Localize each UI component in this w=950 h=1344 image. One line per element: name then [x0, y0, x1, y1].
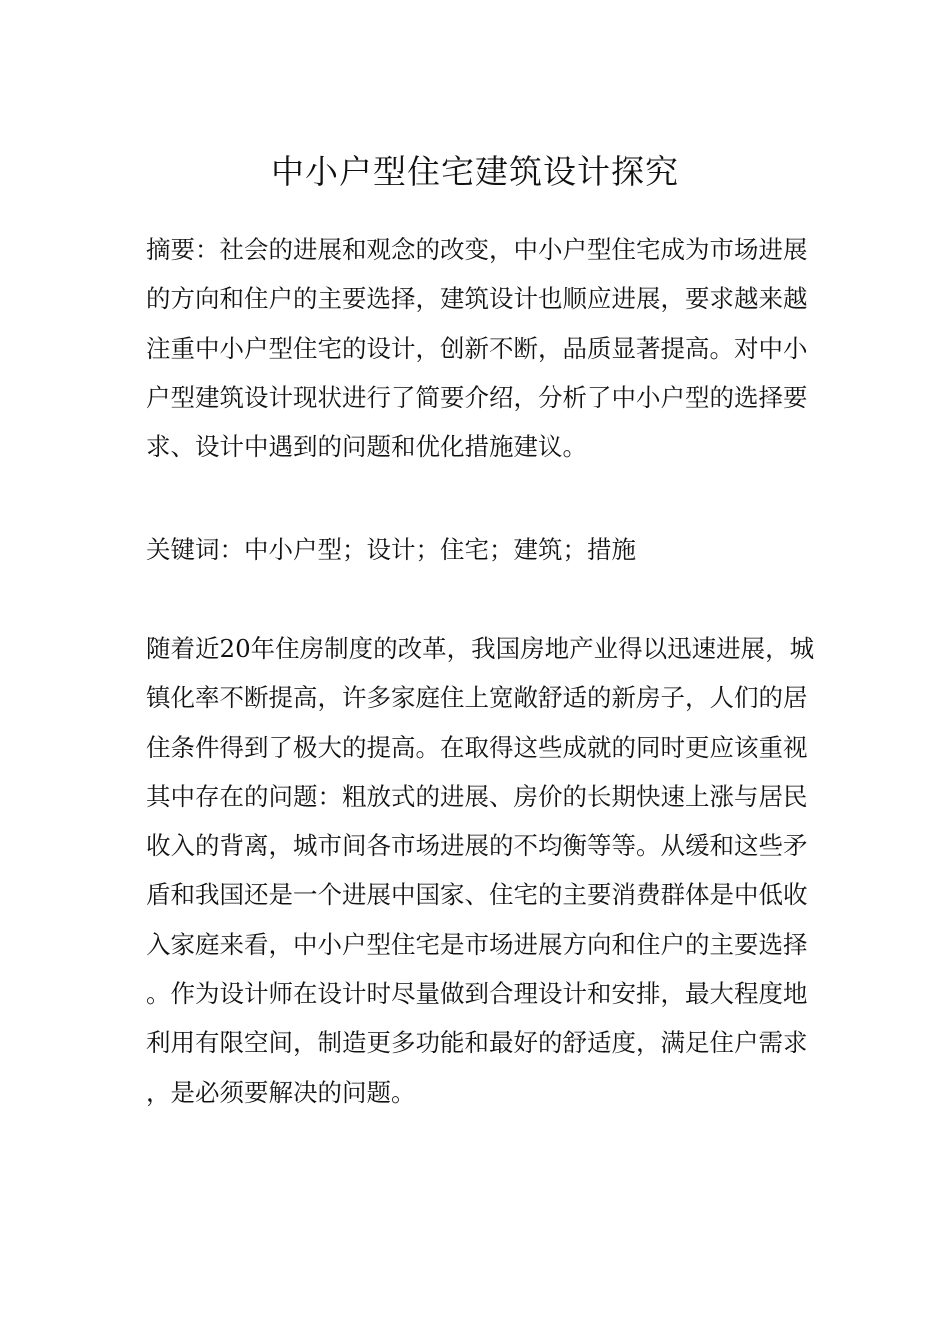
document-title: 中小户型住宅建筑设计探究 — [271, 152, 679, 192]
keywords-paragraph: 关键词：中小户型；设计；住宅；建筑；措施 — [146, 535, 636, 564]
abstract-paragraph: 摘要：社会的进展和观念的改变，中小户型住宅成为市场进展的方向和住户的主要选择，建筑设计也顺应进展，要求越来越注重中小户型住宅的设计，创新不断，品质显著提高。对中小户型建筑设计现状进行了简要介绍，分析了中小户型的选择要求、设计中遇到的问题和优化措施建议。 — [146, 235, 808, 462]
body-paragraph: 随着近20年住房制度的改革，我国房地产业得以迅速进展，城镇化率不断提高，许多家庭住上宽敞舒适的新房子，人们的居住条件得到了极大的提高。在取得这些成就的同时更应该重视其中存在的问题：粗放式的进展、房价的长期快速上涨与居民收入的背离，城市间各市场进展的不均衡等等。从缓和这些矛盾和我国还是一个进展中国家、住宅的主要消费群体是中低收入家庭来看，中小户型住宅是市场进展方向和住户的主要选择。作为设计师在设计时尽量做到合理设计和安排，最大程度地利用有限空间，制造更多功能和最好的舒适度，满足住户需求，是必须要解决的问题。 — [146, 634, 815, 1107]
